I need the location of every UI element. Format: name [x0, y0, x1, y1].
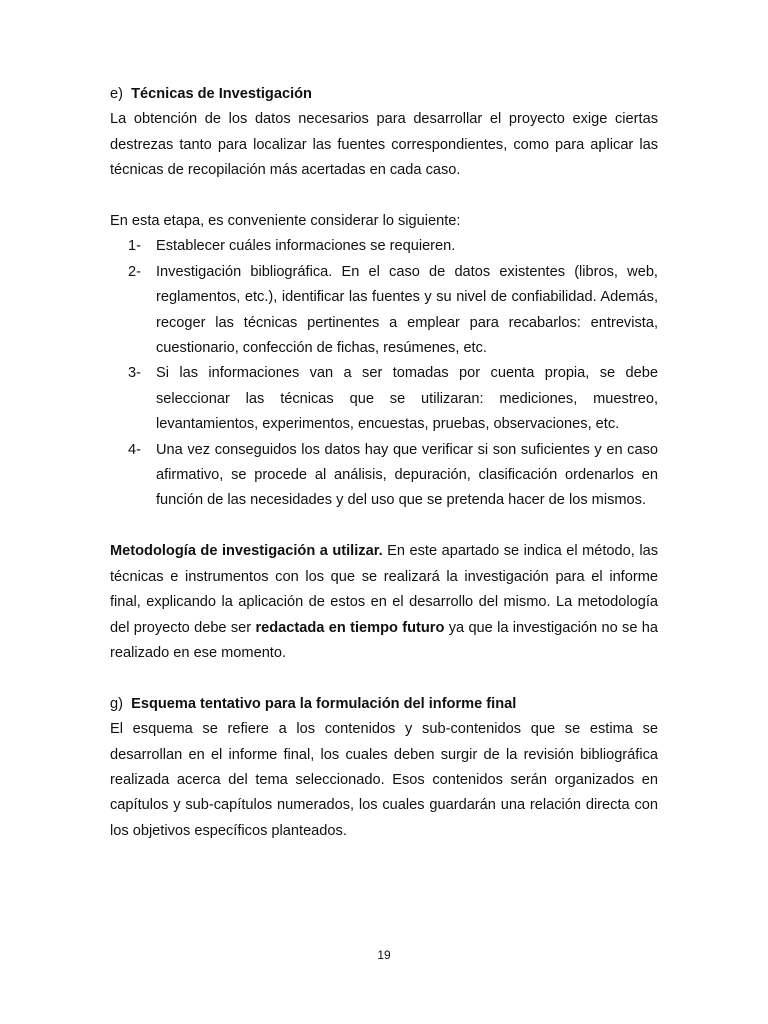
section-e-letter: e) — [110, 86, 123, 102]
page-content — [110, 82, 658, 844]
list-item — [110, 438, 658, 514]
list-item — [110, 361, 658, 437]
section-g-letter: g) — [110, 695, 123, 712]
list-item-number: 3- — [128, 365, 141, 382]
list-item — [110, 234, 658, 259]
list-item-text: Una vez conseguidos los datos hay que verificar si son suficientes y en caso afirmativo, se procede al análisis, depuración, clasificación ordenarlos en función de las necesidades y del uso que se pretenda hacer de los mismos. — [156, 441, 658, 509]
list-item-number: 1- — [128, 238, 141, 255]
section-e-lead: En esta etapa, es conveniente considerar lo siguiente: — [110, 213, 461, 230]
spacer — [110, 514, 658, 539]
list-item-text: Investigación bibliográfica. En el caso de datos existentes (libros, web, reglamentos, etc.), identificar las fuentes y su nivel de confiabilidad. Además, recoger las técnicas pertinentes a emplear para recabarlos: entrevista, cuestionario, confección de fichas, resúmenes, etc. — [156, 263, 658, 357]
list-item-number: 2- — [128, 263, 141, 280]
metodologia-lead: Metodología de investigación a utilizar. — [110, 543, 383, 560]
list-item-text: Si las informaciones van a ser tomadas por cuenta propia, se debe seleccionar las técnicas que se utilizaran: mediciones, muestreo, levantamientos, experimentos, encuestas, pruebas, observaciones, etc. — [156, 365, 658, 433]
section-g-body: El esquema se refiere a los contenidos y sub-contenidos que se estima se desarrollan en el informe final, los cuales deben surgir de la revisión bibliográfica realizada acerca del tema seleccionado. Esos contenidos serán organizados en capítulos y sub-capítulos numerados, los cuales guardarán una relación directa con los objetivos específicos planteados. — [110, 721, 658, 839]
spacer — [110, 666, 658, 691]
metodologia-text-2: ya que la investigación no se ha realizado en ese momento. — [110, 619, 658, 661]
section-g-heading — [110, 692, 658, 717]
metodologia-text-1: En este apartado se indica el método, las técnicas e instrumentos con los que se realizará la investigación para el informe final, explicando la aplicación de estos en el desarrollo del mismo. La metodología del proyecto debe ser — [110, 543, 658, 636]
section-e-title: Técnicas de Investigación — [131, 86, 312, 102]
steps-list — [110, 234, 658, 513]
section-e-heading — [110, 82, 658, 107]
spacer — [110, 184, 658, 209]
section-g-title: Esquema tentativo para la formulación del informe final — [131, 695, 517, 712]
metodologia-paragraph — [110, 539, 658, 666]
metodologia-emphasis: redactada en tiempo futuro — [255, 619, 445, 636]
list-item-number: 4- — [128, 441, 141, 458]
page-number: 19 — [377, 948, 391, 962]
section-e-intro: La obtención de los datos necesarios para desarrollar el proyecto exige ciertas destrezas tanto para localizar las fuentes correspondientes, como para aplicar las técnicas de recopilación más acertadas en cada caso. — [110, 111, 658, 179]
list-item-text: Establecer cuáles informaciones se requieren. — [156, 238, 456, 255]
list-item — [110, 260, 658, 362]
